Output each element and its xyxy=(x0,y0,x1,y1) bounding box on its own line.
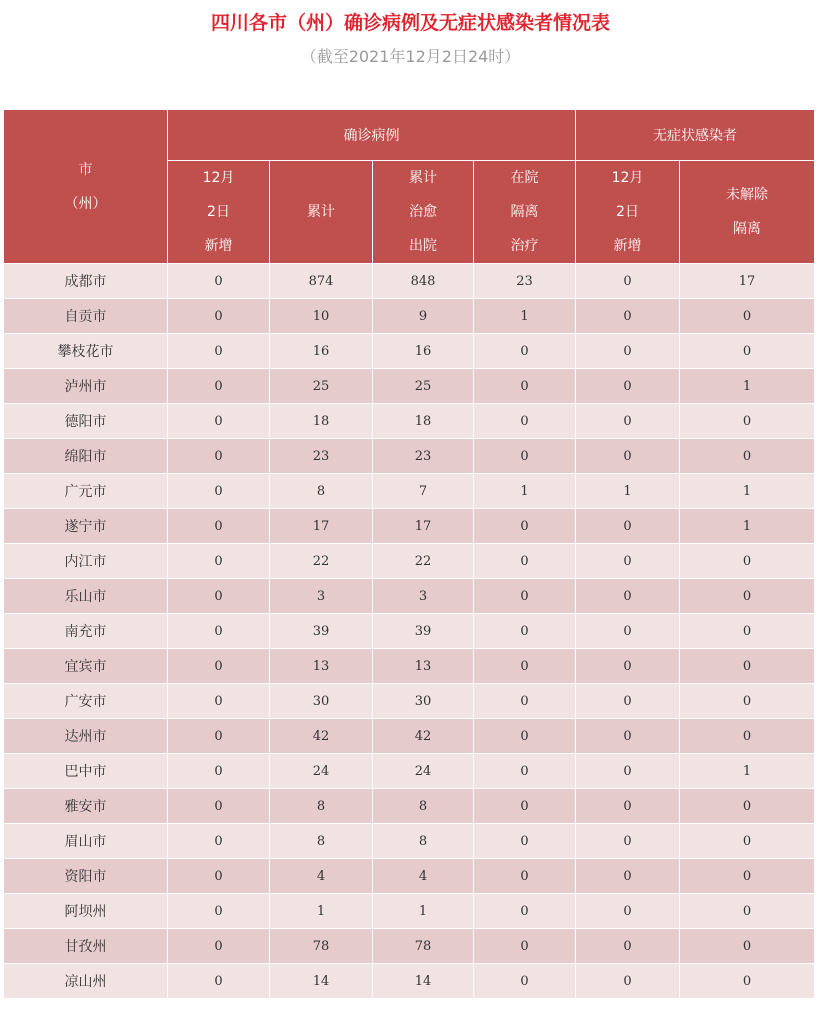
hospitalized-cell: 0 xyxy=(474,754,576,789)
cured-cell: 4 xyxy=(373,859,474,894)
confirmed-new-cell: 0 xyxy=(168,579,270,614)
asym-new-cell: 0 xyxy=(576,614,680,649)
table-row xyxy=(4,544,815,579)
asym-isolation-cell: 0 xyxy=(680,544,815,579)
hospitalized-cell: 1 xyxy=(474,299,576,334)
confirmed-new-cell: 0 xyxy=(168,754,270,789)
confirmed-new-cell: 0 xyxy=(168,264,270,299)
confirmed-total-cell: 78 xyxy=(270,929,373,964)
city-cell: 德阳市 xyxy=(4,404,168,439)
hospitalized-cell: 0 xyxy=(474,824,576,859)
table-row xyxy=(4,859,815,894)
confirmed-new-cell: 0 xyxy=(168,509,270,544)
cured-cell: 9 xyxy=(373,299,474,334)
confirmed-total-cell: 3 xyxy=(270,579,373,614)
cured-cell: 30 xyxy=(373,684,474,719)
table-row xyxy=(4,614,815,649)
table-row xyxy=(4,684,815,719)
asym-new-cell: 0 xyxy=(576,649,680,684)
asym-isolation-cell: 0 xyxy=(680,614,815,649)
asym-isolation-cell: 1 xyxy=(680,474,815,509)
cured-cell: 7 xyxy=(373,474,474,509)
city-cell: 达州市 xyxy=(4,719,168,754)
asym-isolation-cell: 1 xyxy=(680,754,815,789)
city-cell: 泸州市 xyxy=(4,369,168,404)
city-cell: 南充市 xyxy=(4,614,168,649)
asym-new-cell: 0 xyxy=(576,509,680,544)
confirmed-total-cell: 42 xyxy=(270,719,373,754)
cured-cell: 23 xyxy=(373,439,474,474)
asym-new-cell: 0 xyxy=(576,334,680,369)
table-row xyxy=(4,649,815,684)
table-row xyxy=(4,719,815,754)
header-line: 隔离 xyxy=(733,221,761,237)
hospitalized-cell: 23 xyxy=(474,264,576,299)
confirmed-new-cell: 0 xyxy=(168,544,270,579)
asym-isolation-cell: 0 xyxy=(680,684,815,719)
hospitalized-cell: 0 xyxy=(474,579,576,614)
hospitalized-cell: 0 xyxy=(474,649,576,684)
asym-isolation-cell: 0 xyxy=(680,789,815,824)
header-line: 2日 xyxy=(616,204,639,220)
header-line: 出院 xyxy=(409,238,437,254)
table-row xyxy=(4,754,815,789)
cured-cell: 3 xyxy=(373,579,474,614)
header-line: 治愈 xyxy=(409,204,437,220)
asym-isolation-cell: 0 xyxy=(680,964,815,999)
city-cell: 凉山州 xyxy=(4,964,168,999)
confirmed-total-cell: 25 xyxy=(270,369,373,404)
page-subtitle: （截至2021年12月2日24时） xyxy=(300,47,521,66)
cured-cell: 25 xyxy=(373,369,474,404)
hospitalized-cell: 0 xyxy=(474,859,576,894)
asym-isolation-cell: 17 xyxy=(680,264,815,299)
hospitalized-cell: 0 xyxy=(474,614,576,649)
confirmed-new-cell: 0 xyxy=(168,824,270,859)
confirmed-total-cell: 10 xyxy=(270,299,373,334)
confirmed-total-cell: 4 xyxy=(270,859,373,894)
city-cell: 成都市 xyxy=(4,264,168,299)
hospitalized-cell: 1 xyxy=(474,474,576,509)
header-line: 在院 xyxy=(510,170,539,186)
hospitalized-cell: 0 xyxy=(474,439,576,474)
asym-isolation-header xyxy=(680,161,815,264)
table-row xyxy=(4,299,815,334)
city-cell: 阿坝州 xyxy=(4,894,168,929)
cured-cell: 8 xyxy=(373,824,474,859)
asym-new-cell: 0 xyxy=(576,719,680,754)
hospitalized-cell: 0 xyxy=(474,964,576,999)
asym-new-cell: 0 xyxy=(576,789,680,824)
confirmed-total-cell: 874 xyxy=(270,264,373,299)
city-header xyxy=(4,110,168,264)
confirmed-total-header xyxy=(270,161,373,264)
header-line: 新增 xyxy=(204,238,233,254)
confirmed-total-cell: 8 xyxy=(270,474,373,509)
confirmed-new-cell: 0 xyxy=(168,684,270,719)
confirmed-new-header xyxy=(168,161,270,264)
cured-cell: 42 xyxy=(373,719,474,754)
hospitalized-cell: 0 xyxy=(474,334,576,369)
cured-cell: 39 xyxy=(373,614,474,649)
cured-cell: 17 xyxy=(373,509,474,544)
asym-isolation-cell: 0 xyxy=(680,824,815,859)
city-cell: 遂宁市 xyxy=(4,509,168,544)
confirmed-new-cell: 0 xyxy=(168,439,270,474)
city-cell: 内江市 xyxy=(4,544,168,579)
hospitalized-cell: 0 xyxy=(474,544,576,579)
city-cell: 甘孜州 xyxy=(4,929,168,964)
city-header-line: 市 xyxy=(78,161,93,178)
header-line: 12月 xyxy=(611,170,644,186)
confirmed-total-cell: 39 xyxy=(270,614,373,649)
city-cell: 绵阳市 xyxy=(4,439,168,474)
table-row xyxy=(4,369,815,404)
table-row xyxy=(4,789,815,824)
confirmed-total-cell: 8 xyxy=(270,824,373,859)
hospitalized-cell: 0 xyxy=(474,404,576,439)
case-table xyxy=(3,109,815,999)
asym-new-cell: 0 xyxy=(576,579,680,614)
confirmed-total-cell: 24 xyxy=(270,754,373,789)
confirmed-total-cell: 14 xyxy=(270,964,373,999)
confirmed-new-cell: 0 xyxy=(168,929,270,964)
confirmed-new-cell: 0 xyxy=(168,789,270,824)
hospitalized-cell: 0 xyxy=(474,719,576,754)
confirmed-total-cell: 1 xyxy=(270,894,373,929)
confirmed-total-cell: 18 xyxy=(270,404,373,439)
cured-cell: 78 xyxy=(373,929,474,964)
confirmed-new-cell: 0 xyxy=(168,719,270,754)
confirmed-new-cell: 0 xyxy=(168,859,270,894)
cured-cell: 848 xyxy=(373,264,474,299)
asym-isolation-cell: 0 xyxy=(680,859,815,894)
asymptomatic-group-header: 无症状感染者 xyxy=(576,110,815,161)
confirmed-group-header: 确诊病例 xyxy=(168,110,576,161)
cured-cell: 13 xyxy=(373,649,474,684)
confirmed-new-cell: 0 xyxy=(168,649,270,684)
asym-new-cell: 0 xyxy=(576,369,680,404)
cured-cell: 8 xyxy=(373,789,474,824)
confirmed-total-cell: 30 xyxy=(270,684,373,719)
table-row xyxy=(4,439,815,474)
cured-cell: 24 xyxy=(373,754,474,789)
confirmed-new-cell: 0 xyxy=(168,404,270,439)
header-line: 未解除 xyxy=(726,187,768,203)
cured-cell: 1 xyxy=(373,894,474,929)
asym-new-cell: 0 xyxy=(576,824,680,859)
confirmed-total-cell: 13 xyxy=(270,649,373,684)
cured-cell: 18 xyxy=(373,404,474,439)
table-row xyxy=(4,264,815,299)
cured-cell: 16 xyxy=(373,334,474,369)
hospitalized-cell: 0 xyxy=(474,789,576,824)
table-row xyxy=(4,894,815,929)
city-cell: 巴中市 xyxy=(4,754,168,789)
confirmed-total-cell: 23 xyxy=(270,439,373,474)
header-line: 累计 xyxy=(307,204,335,220)
table-row xyxy=(4,474,815,509)
header-line: 隔离 xyxy=(510,204,539,220)
asym-new-cell: 0 xyxy=(576,544,680,579)
table-row xyxy=(4,334,815,369)
confirmed-new-cell: 0 xyxy=(168,964,270,999)
confirmed-new-cell: 0 xyxy=(168,614,270,649)
header-line: 新增 xyxy=(613,238,642,254)
confirmed-new-cell: 0 xyxy=(168,299,270,334)
cured-cell: 14 xyxy=(373,964,474,999)
asym-new-cell: 0 xyxy=(576,894,680,929)
table-row xyxy=(4,509,815,544)
confirmed-total-cell: 17 xyxy=(270,509,373,544)
city-cell: 乐山市 xyxy=(4,579,168,614)
table-row xyxy=(4,824,815,859)
hospitalized-cell: 0 xyxy=(474,894,576,929)
cured-cell: 22 xyxy=(373,544,474,579)
hospitalized-cell: 0 xyxy=(474,684,576,719)
hospitalized-cell: 0 xyxy=(474,929,576,964)
header-line: 治疗 xyxy=(510,238,539,254)
city-cell: 广元市 xyxy=(4,474,168,509)
asym-isolation-cell: 0 xyxy=(680,439,815,474)
cured-header xyxy=(373,161,474,264)
asym-new-cell: 0 xyxy=(576,929,680,964)
asym-new-cell: 0 xyxy=(576,404,680,439)
hospitalized-cell: 0 xyxy=(474,369,576,404)
hospitalized-header xyxy=(474,161,576,264)
asym-new-cell: 0 xyxy=(576,964,680,999)
table-row xyxy=(4,929,815,964)
asym-isolation-cell: 0 xyxy=(680,649,815,684)
asym-isolation-cell: 0 xyxy=(680,929,815,964)
table-row xyxy=(4,964,815,999)
city-cell: 雅安市 xyxy=(4,789,168,824)
confirmed-total-cell: 8 xyxy=(270,789,373,824)
city-cell: 自贡市 xyxy=(4,299,168,334)
table-body xyxy=(4,264,815,999)
asym-new-cell: 0 xyxy=(576,264,680,299)
table-row xyxy=(4,404,815,439)
header-line: 累计 xyxy=(409,170,437,186)
confirmed-new-cell: 0 xyxy=(168,474,270,509)
asym-isolation-cell: 0 xyxy=(680,719,815,754)
city-cell: 广安市 xyxy=(4,684,168,719)
asym-new-cell: 1 xyxy=(576,474,680,509)
asym-new-cell: 0 xyxy=(576,754,680,789)
asym-isolation-cell: 1 xyxy=(680,369,815,404)
city-cell: 资阳市 xyxy=(4,859,168,894)
asym-isolation-cell: 0 xyxy=(680,894,815,929)
header-line: 2日 xyxy=(207,204,230,220)
asym-new-cell: 0 xyxy=(576,859,680,894)
city-cell: 宜宾市 xyxy=(4,649,168,684)
page-title: 四川各市（州）确诊病例及无症状感染者情况表 xyxy=(210,12,610,34)
asym-isolation-cell: 0 xyxy=(680,404,815,439)
hospitalized-cell: 0 xyxy=(474,509,576,544)
header-line: 12月 xyxy=(202,170,235,186)
asym-isolation-cell: 0 xyxy=(680,299,815,334)
city-cell: 攀枝花市 xyxy=(4,334,168,369)
asym-new-cell: 0 xyxy=(576,439,680,474)
confirmed-new-cell: 0 xyxy=(168,369,270,404)
table-row xyxy=(4,579,815,614)
confirmed-total-cell: 16 xyxy=(270,334,373,369)
city-cell: 眉山市 xyxy=(4,824,168,859)
asym-isolation-cell: 0 xyxy=(680,334,815,369)
asym-new-cell: 0 xyxy=(576,299,680,334)
confirmed-total-cell: 22 xyxy=(270,544,373,579)
city-header-line: （州） xyxy=(64,195,107,212)
asym-new-header xyxy=(576,161,680,264)
asym-new-cell: 0 xyxy=(576,684,680,719)
asym-isolation-cell: 0 xyxy=(680,579,815,614)
confirmed-new-cell: 0 xyxy=(168,334,270,369)
asym-isolation-cell: 1 xyxy=(680,509,815,544)
confirmed-new-cell: 0 xyxy=(168,894,270,929)
